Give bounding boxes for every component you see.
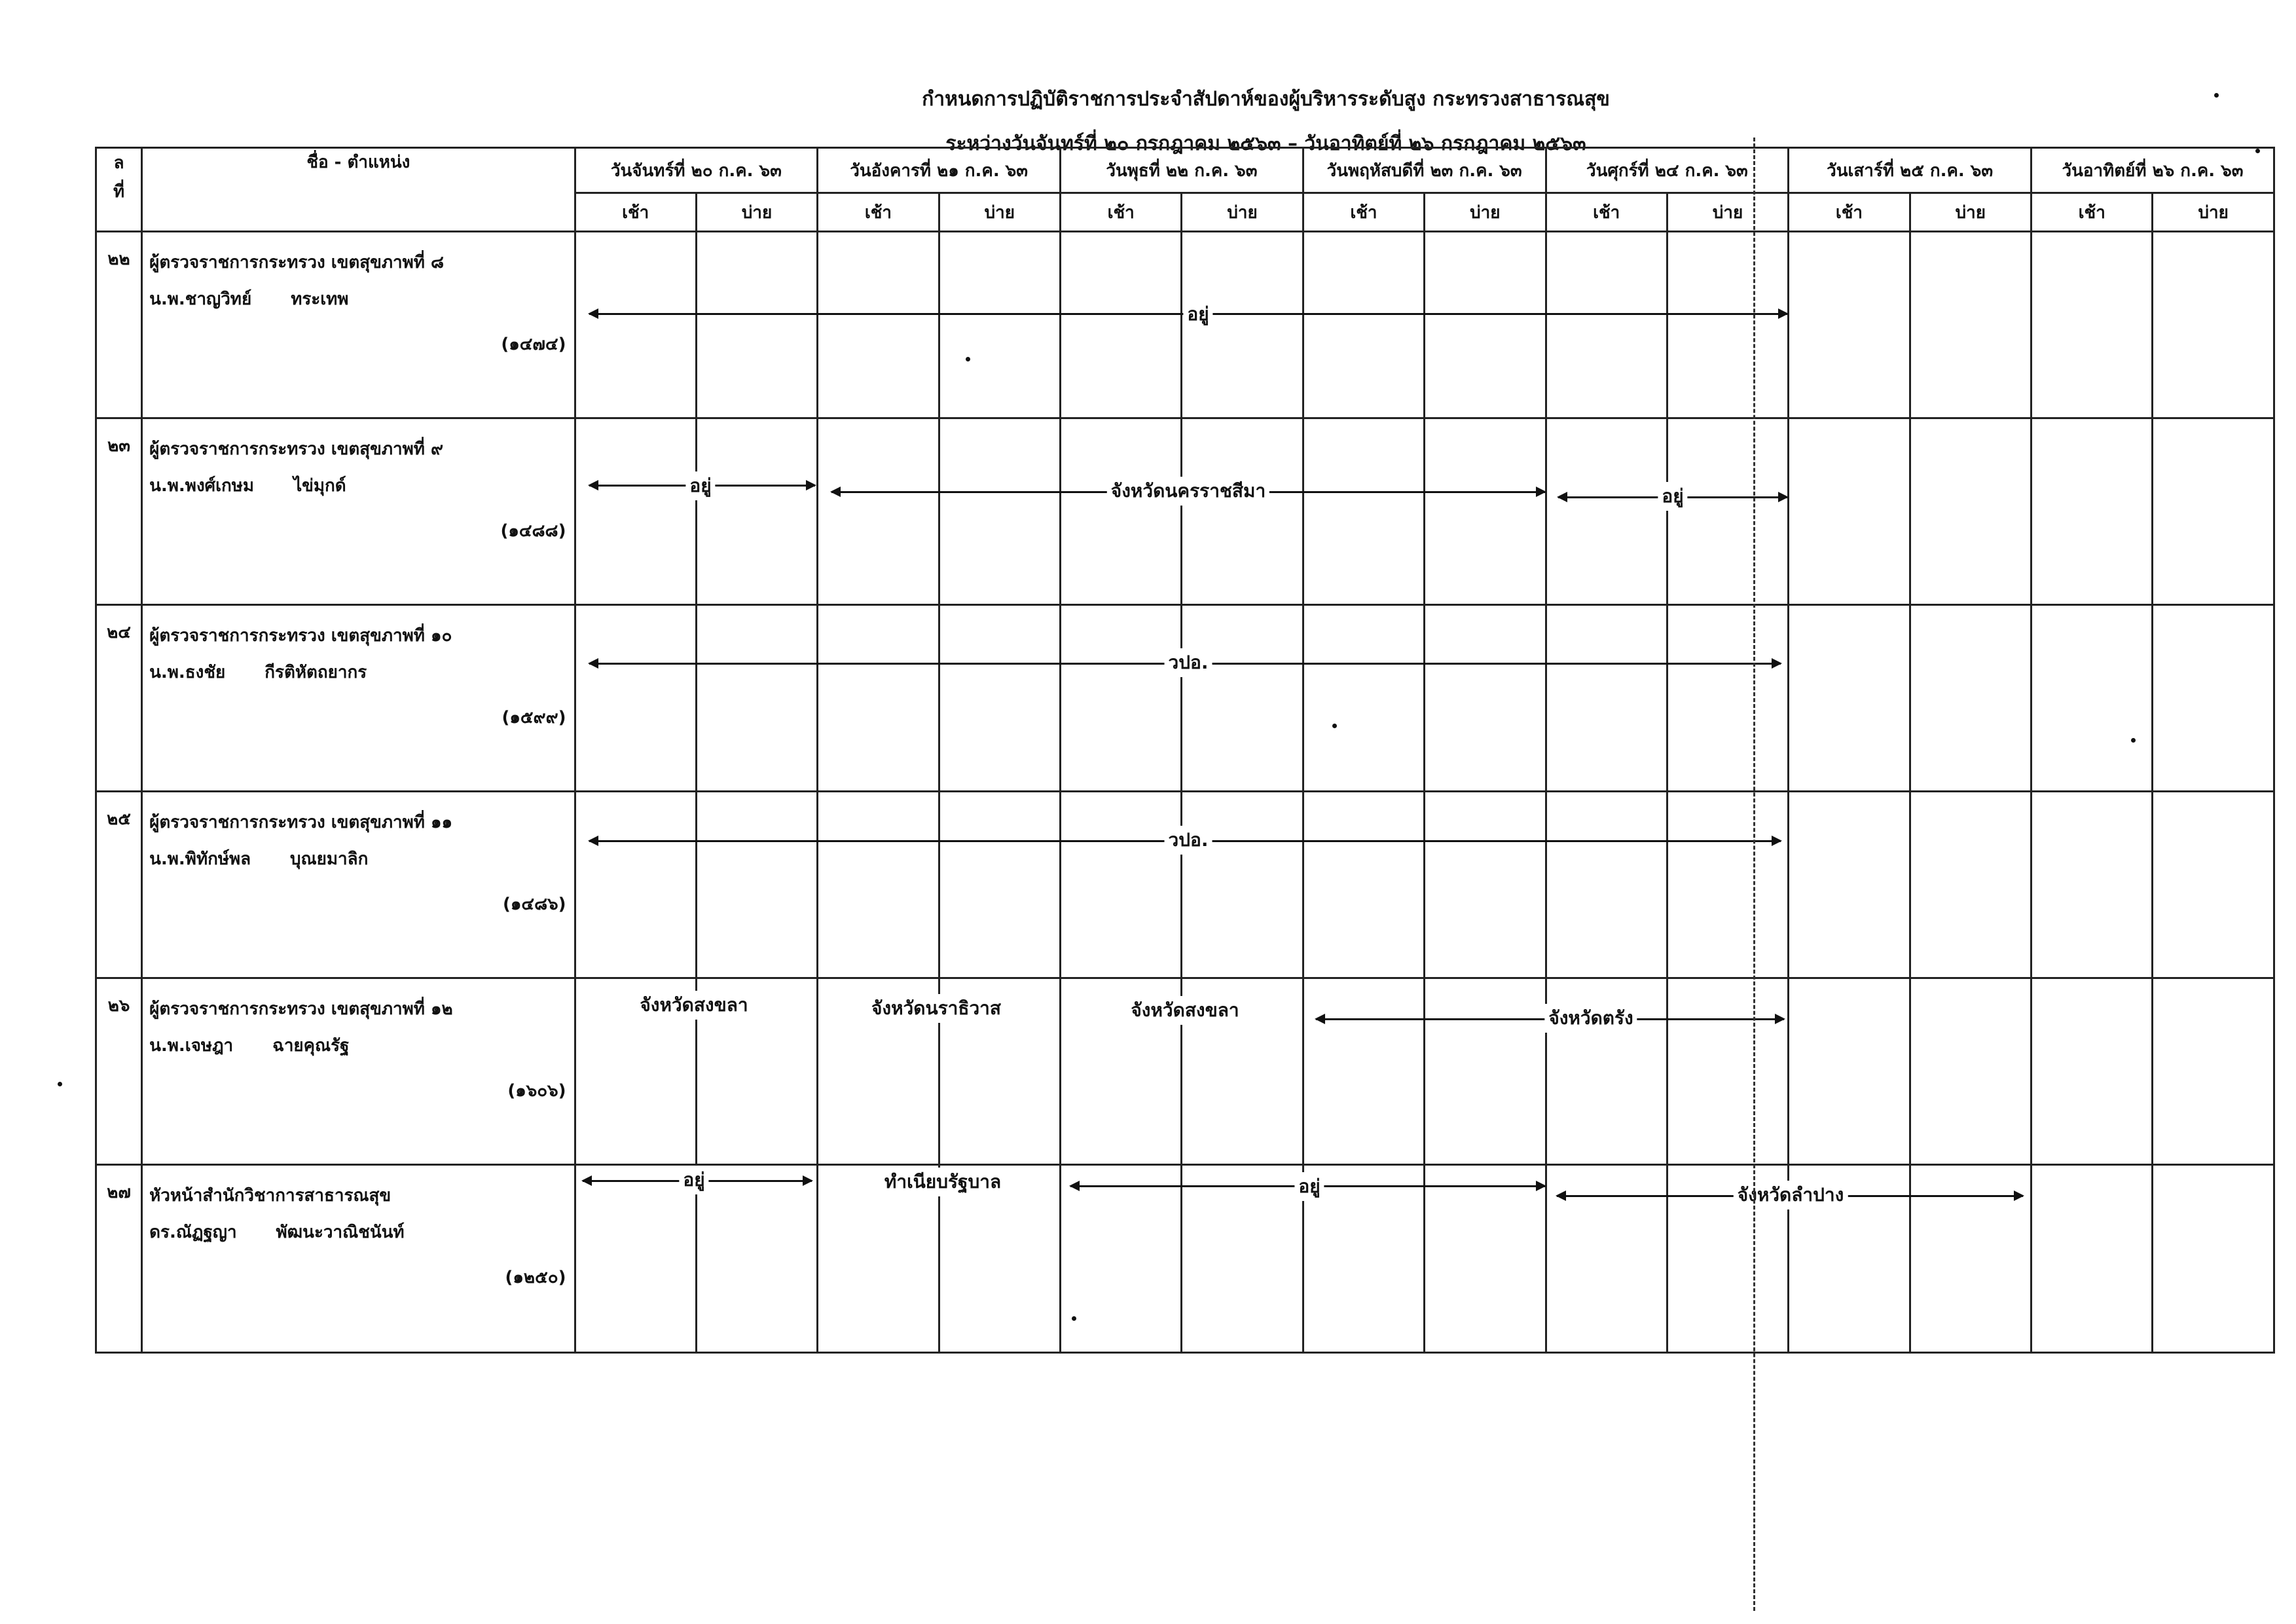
schedule-cell <box>2153 1165 2274 1353</box>
header-no-bottom: ที่ <box>113 182 125 202</box>
schedule-cell <box>575 978 696 1165</box>
schedule-cell <box>1061 418 1182 605</box>
event-r24-vpo: วปอ. <box>1165 648 1212 677</box>
header-morning: เช้า <box>1303 193 1424 232</box>
event-r26-trang: จังหวัดตรัง <box>1544 1004 1637 1033</box>
scan-speck <box>1332 724 1337 728</box>
schedule-cell <box>2153 232 2274 418</box>
schedule-cell <box>1061 1165 1182 1353</box>
row-position: ผู้ตรวจราชการกระทรวง เขตสุขภาพที่ ๑๐ <box>149 626 452 646</box>
schedule-cell <box>1667 232 1788 418</box>
schedule-cell <box>696 1165 817 1353</box>
schedule-cell <box>1546 1165 1667 1353</box>
schedule-cell <box>2032 792 2153 978</box>
schedule-cell <box>1789 232 1910 418</box>
row-name <box>149 281 566 318</box>
header-no-top: ล <box>113 153 124 173</box>
schedule-cell <box>818 418 939 605</box>
header-morning: เช้า <box>818 193 939 232</box>
schedule-cell <box>818 792 939 978</box>
row-number: ๒๓ <box>96 418 142 605</box>
event-r27-govhouse: ทำเนียบรัฐบาล <box>881 1168 1005 1196</box>
schedule-cell <box>696 232 817 418</box>
schedule-cell <box>939 792 1060 978</box>
table-row <box>96 1165 2274 1353</box>
schedule-cell <box>2153 605 2274 792</box>
table-row <box>96 418 2274 605</box>
table-row <box>96 232 2274 418</box>
row-name <box>149 468 566 504</box>
schedule-cell <box>939 978 1060 1165</box>
header-afternoon: บ่าย <box>1910 193 2031 232</box>
schedule-cell <box>2032 1165 2153 1353</box>
row-last-name: ไข่มุกด์ <box>293 476 346 496</box>
schedule-cell <box>939 232 1060 418</box>
scan-speck <box>2131 738 2136 743</box>
row-name <box>149 654 566 691</box>
schedule-cell <box>939 605 1060 792</box>
header-day-sat: วันเสาร์ที่ ๒๕ ก.ค. ๖๓ <box>1789 148 2032 193</box>
schedule-cell <box>939 418 1060 605</box>
row-name <box>149 841 566 877</box>
schedule-cell <box>1789 792 1910 978</box>
schedule-cell <box>1182 232 1303 418</box>
schedule-cell <box>1667 792 1788 978</box>
schedule-cell <box>696 978 817 1165</box>
schedule-cell <box>2032 605 2153 792</box>
header-morning: เช้า <box>2032 193 2153 232</box>
row-last-name: ทระเทพ <box>291 289 349 309</box>
event-r25-vpo: วปอ. <box>1165 826 1212 855</box>
schedule-cell <box>1061 792 1182 978</box>
schedule-cell <box>2032 418 2153 605</box>
schedule-cell <box>1061 605 1182 792</box>
header-day-mon: วันจันทร์ที่ ๒๐ ก.ค. ๖๓ <box>575 148 818 193</box>
row-number: ๒๖ <box>96 978 142 1165</box>
schedule-cell <box>1789 605 1910 792</box>
schedule-cell <box>575 605 696 792</box>
event-r23-stay1: อยู่ <box>685 471 715 500</box>
row-name <box>149 1027 566 1064</box>
header-afternoon: บ่าย <box>1182 193 1303 232</box>
table-row <box>96 792 2274 978</box>
schedule-cell <box>1425 232 1546 418</box>
event-r23-stay2: อยู่ <box>1658 482 1687 511</box>
row-number: ๒๕ <box>96 792 142 978</box>
schedule-cell <box>1789 1165 1910 1353</box>
header-afternoon: บ่าย <box>1425 193 1546 232</box>
schedule-cell <box>1303 232 1424 418</box>
row-number: ๒๒ <box>96 232 142 418</box>
schedule-cell <box>1546 605 1667 792</box>
event-r26-narathiwat: จังหวัดนราธิวาส <box>867 994 1005 1023</box>
row-first-name: ดร.ณัฏฐญา <box>149 1223 237 1242</box>
scan-speck <box>1072 1316 1076 1321</box>
scan-fold-line <box>1753 138 1755 1611</box>
row-first-name: น.พ.เจษฎา <box>149 1036 234 1056</box>
row-person <box>142 605 575 792</box>
event-r27-lampang: จังหวัดลำปาง <box>1734 1181 1848 1209</box>
header-morning: เช้า <box>575 193 696 232</box>
schedule-cell <box>2153 792 2274 978</box>
scan-speck <box>2255 149 2260 153</box>
schedule-cell <box>575 232 696 418</box>
schedule-cell <box>1910 232 2031 418</box>
schedule-cell <box>1667 418 1788 605</box>
row-person <box>142 978 575 1165</box>
schedule-cell <box>1425 792 1546 978</box>
schedule-cell <box>1425 978 1546 1165</box>
scan-speck <box>2214 93 2219 98</box>
scan-speck <box>58 1082 62 1086</box>
header-morning: เช้า <box>1789 193 1910 232</box>
schedule-cell <box>1303 418 1424 605</box>
header-day-tue: วันอังคารที่ ๒๑ ก.ค. ๖๓ <box>818 148 1061 193</box>
schedule-cell <box>2153 978 2274 1165</box>
header-name: ชื่อ - ตำแหน่ง <box>142 148 575 232</box>
schedule-cell <box>696 792 817 978</box>
schedule-cell <box>1303 978 1424 1165</box>
schedule-cell <box>1910 605 2031 792</box>
row-first-name: น.พ.พงศ์เกษม <box>149 476 255 496</box>
row-person <box>142 1165 575 1353</box>
schedule-cell <box>1425 605 1546 792</box>
schedule-cell <box>1667 605 1788 792</box>
schedule-cell <box>575 792 696 978</box>
row-code: (๑๔๗๔) <box>501 335 566 354</box>
row-code: (๑๕๙๙) <box>501 708 566 728</box>
schedule-cell <box>1061 232 1182 418</box>
row-first-name: น.พ.ชาญวิทย์ <box>149 289 252 309</box>
schedule-cell <box>1303 605 1424 792</box>
schedule-cell <box>1667 978 1788 1165</box>
schedule-cell <box>1546 232 1667 418</box>
row-first-name: น.พ.พิทักษ์พล <box>149 849 251 869</box>
header-day-fri: วันศุกร์ที่ ๒๔ ก.ค. ๖๓ <box>1546 148 1789 193</box>
row-code: (๑๖๐๖) <box>507 1081 566 1101</box>
schedule-cell <box>818 232 939 418</box>
row-person <box>142 792 575 978</box>
table-row <box>96 605 2274 792</box>
event-r23-korat: จังหวัดนครราชสีมา <box>1107 477 1269 506</box>
schedule-cell <box>696 605 817 792</box>
schedule-cell <box>575 1165 696 1353</box>
header-day-wed: วันพุธที่ ๒๒ ก.ค. ๖๓ <box>1061 148 1303 193</box>
row-number: ๒๗ <box>96 1165 142 1353</box>
schedule-cell <box>818 978 939 1165</box>
header-morning: เช้า <box>1546 193 1667 232</box>
schedule-cell <box>818 605 939 792</box>
row-last-name: บุณยมาลิก <box>290 849 369 869</box>
row-position: ผู้ตรวจราชการกระทรวง เขตสุขภาพที่ ๑๒ <box>149 999 453 1019</box>
schedule-cell <box>1667 1165 1788 1353</box>
table-row <box>96 978 2274 1165</box>
event-r26-songkhla1: จังหวัดสงขลา <box>636 991 752 1020</box>
row-last-name: พัฒนะวาณิชนันท์ <box>276 1223 405 1242</box>
row-person <box>142 232 575 418</box>
schedule-cell <box>1910 978 2031 1165</box>
schedule-cell <box>818 1165 939 1353</box>
schedule-table <box>95 147 2275 1354</box>
schedule-cell <box>2153 418 2274 605</box>
header-no <box>96 148 142 232</box>
header-day-sun: วันอาทิตย์ที่ ๒๖ ก.ค. ๖๓ <box>2032 148 2274 193</box>
schedule-cell <box>1182 978 1303 1165</box>
header-day-thu: วันพฤหัสบดีที่ ๒๓ ก.ค. ๖๓ <box>1303 148 1546 193</box>
document-title: กำหนดการปฏิบัติราชการประจำสัปดาห์ของผู้บริหารระดับสูง กระทรวงสาธารณสุข <box>922 88 1610 111</box>
schedule-cell <box>1425 418 1546 605</box>
event-r22-stay: อยู่ <box>1183 300 1212 329</box>
schedule-cell <box>1182 605 1303 792</box>
row-position: ผู้ตรวจราชการกระทรวง เขตสุขภาพที่ ๑๑ <box>149 813 452 832</box>
schedule-cell <box>1182 1165 1303 1353</box>
row-position: ผู้ตรวจราชการกระทรวง เขตสุขภาพที่ ๙ <box>149 439 443 459</box>
schedule-cell <box>1303 792 1424 978</box>
schedule-cell <box>1789 418 1910 605</box>
header-afternoon: บ่าย <box>696 193 817 232</box>
row-first-name: น.พ.ธงชัย <box>149 663 226 682</box>
schedule-cell <box>1182 418 1303 605</box>
row-code: (๑๒๕๐) <box>505 1268 566 1287</box>
row-name <box>149 1214 566 1251</box>
event-r27-stay1: อยู่ <box>679 1166 708 1194</box>
schedule-cell <box>1910 418 2031 605</box>
row-code: (๑๔๘๖) <box>503 895 566 914</box>
event-r27-stay2: อยู่ <box>1294 1172 1324 1201</box>
schedule-cell <box>1546 978 1667 1165</box>
schedule-cell <box>1303 1165 1424 1353</box>
header-afternoon: บ่าย <box>2153 193 2274 232</box>
schedule-cell <box>1789 978 1910 1165</box>
schedule-cell <box>1910 792 2031 978</box>
schedule-cell <box>1546 792 1667 978</box>
event-r26-songkhla2: จังหวัดสงขลา <box>1127 996 1243 1025</box>
schedule-cell <box>575 418 696 605</box>
row-person <box>142 418 575 605</box>
schedule-cell <box>2032 978 2153 1165</box>
header-afternoon: บ่าย <box>939 193 1060 232</box>
row-last-name: กีรติหัตถยากร <box>264 663 367 682</box>
schedule-cell <box>1182 792 1303 978</box>
row-position: หัวหน้าสำนักวิชาการสาธารณสุข <box>149 1186 392 1206</box>
schedule-cell <box>1061 978 1182 1165</box>
row-position: ผู้ตรวจราชการกระทรวง เขตสุขภาพที่ ๘ <box>149 253 445 272</box>
header-afternoon: บ่าย <box>1667 193 1788 232</box>
document-subtitle: ระหว่างวันจันทร์ที่ ๒๐ กรกฎาคม ๒๕๖๓ – วันอาทิตย์ที่ ๒๖ กรกฎาคม ๒๕๖๓ <box>945 132 1586 155</box>
schedule-cell <box>1910 1165 2031 1353</box>
row-code: (๑๔๘๘) <box>500 521 566 541</box>
header-morning: เช้า <box>1061 193 1182 232</box>
row-number: ๒๔ <box>96 605 142 792</box>
scan-speck <box>966 357 970 361</box>
schedule-cell <box>1546 418 1667 605</box>
row-last-name: ฉายคุณรัฐ <box>272 1036 350 1056</box>
schedule-cell <box>1425 1165 1546 1353</box>
schedule-cell <box>939 1165 1060 1353</box>
schedule-cell <box>2032 232 2153 418</box>
schedule-cell <box>696 418 817 605</box>
